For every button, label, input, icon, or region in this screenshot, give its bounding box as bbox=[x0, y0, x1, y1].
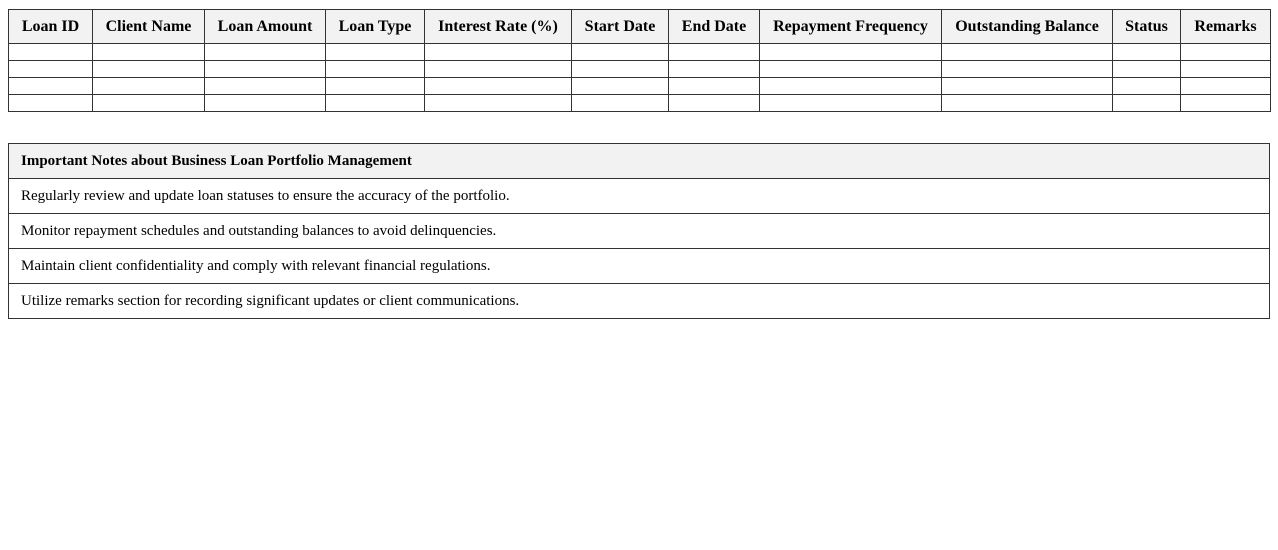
table-cell[interactable] bbox=[760, 78, 942, 95]
table-cell[interactable] bbox=[425, 95, 572, 112]
table-cell[interactable] bbox=[205, 78, 326, 95]
table-cell[interactable] bbox=[572, 61, 669, 78]
header-loan-id: Loan ID bbox=[9, 10, 93, 44]
table-cell[interactable] bbox=[942, 44, 1113, 61]
header-status: Status bbox=[1113, 10, 1181, 44]
table-cell[interactable] bbox=[205, 61, 326, 78]
table-cell[interactable] bbox=[1181, 61, 1271, 78]
table-row bbox=[9, 44, 1271, 61]
table-row bbox=[9, 61, 1271, 78]
document-sheet bbox=[8, 9, 1270, 319]
table-cell[interactable] bbox=[425, 61, 572, 78]
note-item: Regularly review and update loan statuses to ensure the accuracy of the portfolio. bbox=[9, 179, 1270, 214]
table-cell[interactable] bbox=[1181, 95, 1271, 112]
table-cell[interactable] bbox=[1113, 78, 1181, 95]
table-cell[interactable] bbox=[669, 44, 760, 61]
important-notes-table bbox=[8, 143, 1270, 319]
header-start-date: Start Date bbox=[572, 10, 669, 44]
table-cell[interactable] bbox=[572, 44, 669, 61]
table-cell[interactable] bbox=[760, 44, 942, 61]
table-cell[interactable] bbox=[669, 78, 760, 95]
table-cell[interactable] bbox=[93, 61, 205, 78]
header-repayment-frequency: Repayment Frequency bbox=[760, 10, 942, 44]
table-row bbox=[9, 78, 1271, 95]
loan-portfolio-table bbox=[8, 9, 1271, 112]
header-loan-type: Loan Type bbox=[326, 10, 425, 44]
table-cell[interactable] bbox=[9, 95, 93, 112]
table-cell[interactable] bbox=[326, 78, 425, 95]
table-cell[interactable] bbox=[669, 61, 760, 78]
table-cell[interactable] bbox=[93, 95, 205, 112]
table-cell[interactable] bbox=[425, 44, 572, 61]
table-cell[interactable] bbox=[572, 95, 669, 112]
table-cell[interactable] bbox=[9, 44, 93, 61]
loan-table-body bbox=[9, 44, 1271, 112]
table-row bbox=[9, 95, 1271, 112]
table-cell[interactable] bbox=[326, 61, 425, 78]
table-cell[interactable] bbox=[1181, 44, 1271, 61]
notes-header-row bbox=[9, 144, 1270, 179]
note-item: Utilize remarks section for recording significant updates or client communications. bbox=[9, 284, 1270, 319]
note-item: Maintain client confidentiality and comply with relevant financial regulations. bbox=[9, 249, 1270, 284]
table-cell[interactable] bbox=[669, 95, 760, 112]
table-cell[interactable] bbox=[326, 44, 425, 61]
header-end-date: End Date bbox=[669, 10, 760, 44]
note-row bbox=[9, 179, 1270, 214]
table-cell[interactable] bbox=[205, 44, 326, 61]
note-row bbox=[9, 284, 1270, 319]
header-loan-amount: Loan Amount bbox=[205, 10, 326, 44]
table-cell[interactable] bbox=[9, 78, 93, 95]
table-cell[interactable] bbox=[9, 61, 93, 78]
table-cell[interactable] bbox=[1181, 78, 1271, 95]
note-row bbox=[9, 214, 1270, 249]
note-row bbox=[9, 249, 1270, 284]
table-cell[interactable] bbox=[93, 44, 205, 61]
table-cell[interactable] bbox=[942, 95, 1113, 112]
notes-title: Important Notes about Business Loan Portfolio Management bbox=[9, 144, 1270, 179]
table-cell[interactable] bbox=[205, 95, 326, 112]
table-cell[interactable] bbox=[425, 78, 572, 95]
table-cell[interactable] bbox=[760, 95, 942, 112]
table-cell[interactable] bbox=[93, 78, 205, 95]
table-cell[interactable] bbox=[1113, 95, 1181, 112]
table-cell[interactable] bbox=[942, 61, 1113, 78]
header-outstanding-balance: Outstanding Balance bbox=[942, 10, 1113, 44]
table-cell[interactable] bbox=[326, 95, 425, 112]
header-remarks: Remarks bbox=[1181, 10, 1271, 44]
loan-table-header-row bbox=[9, 10, 1271, 44]
note-item: Monitor repayment schedules and outstanding balances to avoid delinquencies. bbox=[9, 214, 1270, 249]
table-cell[interactable] bbox=[760, 61, 942, 78]
header-client-name: Client Name bbox=[93, 10, 205, 44]
table-cell[interactable] bbox=[572, 78, 669, 95]
header-interest-rate: Interest Rate (%) bbox=[425, 10, 572, 44]
table-cell[interactable] bbox=[1113, 44, 1181, 61]
table-cell[interactable] bbox=[942, 78, 1113, 95]
table-cell[interactable] bbox=[1113, 61, 1181, 78]
